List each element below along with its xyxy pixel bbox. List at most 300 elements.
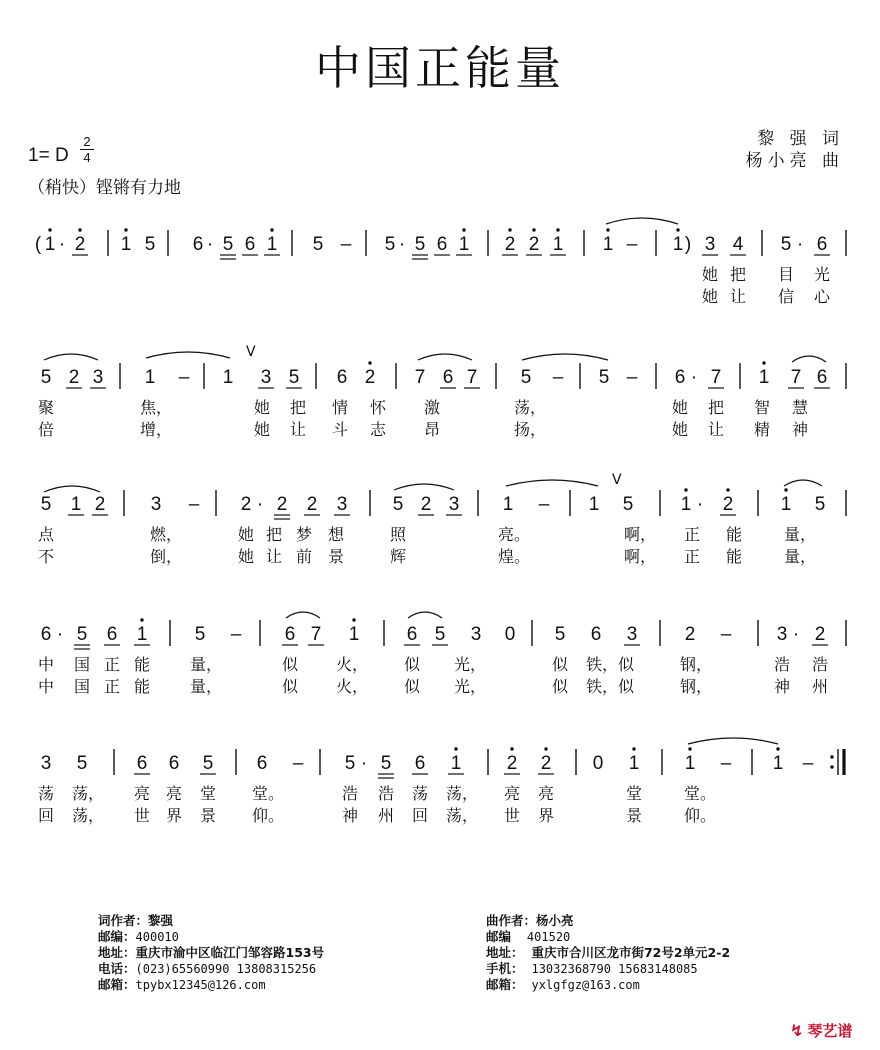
repeat-dot	[830, 755, 833, 758]
octave-dot	[124, 228, 127, 231]
note: 5	[380, 753, 392, 774]
logo-text: 琴艺谱	[807, 1022, 853, 1040]
lyric-syllable: 铁，似	[585, 655, 635, 674]
lyric-syllable: 把	[729, 265, 747, 284]
lyric-syllable: 似	[403, 655, 421, 674]
tempo-marking: （稍快）铿锵有力地	[28, 178, 181, 198]
lyric-syllable: 她	[253, 398, 271, 417]
lyric-syllable: 似	[281, 677, 299, 696]
lyric-syllable: 亮	[537, 784, 555, 803]
octave-dot	[510, 747, 513, 750]
note: –	[340, 234, 352, 255]
note: 1	[266, 234, 278, 255]
composer-postcode: 401520	[526, 930, 571, 944]
lyric-syllable: 亮	[133, 784, 151, 803]
note: )	[684, 234, 692, 255]
composer-contact	[486, 913, 730, 993]
lyric-syllable: 能	[725, 547, 743, 566]
note: 3	[40, 753, 52, 774]
note: –	[188, 494, 200, 515]
note: 3	[448, 494, 460, 515]
note: ·	[792, 624, 800, 645]
breath-mark: V	[246, 344, 256, 360]
octave-dot	[544, 747, 547, 750]
lyric-syllable: 堂。	[251, 784, 285, 803]
note: 3	[336, 494, 348, 515]
note: ·	[206, 234, 214, 255]
lyricist-postcode: 400010	[135, 930, 179, 944]
lyricist-phone: (023)65560990 13808315256	[135, 962, 317, 976]
note: ·	[696, 494, 704, 515]
repeat-dot	[830, 765, 833, 768]
octave-dot	[270, 228, 273, 231]
octave-dot	[352, 618, 355, 621]
octave-dot	[48, 228, 51, 231]
lyric-syllable: 她	[701, 287, 719, 306]
lyricist-name: 词作者：黎强	[98, 913, 174, 928]
octave-dot	[606, 228, 609, 231]
lyric-syllable: 州	[377, 806, 395, 825]
note: 5	[622, 494, 634, 515]
octave-dot	[532, 228, 535, 231]
lyric-syllable: 荡	[411, 784, 429, 803]
lyric-syllable: 慧	[791, 398, 809, 417]
lyric-syllable: 激	[423, 398, 441, 417]
note: 7	[466, 367, 478, 388]
lyric-syllable: 啊，	[623, 547, 657, 566]
postcode-label: 邮编：	[98, 929, 136, 944]
lyric-syllable: 正	[683, 525, 701, 544]
note: 2	[506, 753, 518, 774]
lyric-syllable: 倒，	[149, 547, 183, 566]
lyric-syllable: 中	[37, 655, 55, 674]
lyric-syllable: 她	[671, 420, 689, 439]
song-title: 中国正能量	[315, 41, 565, 95]
note: 6	[256, 753, 268, 774]
note: 5	[288, 367, 300, 388]
lyric-syllable: 似	[403, 677, 421, 696]
lyricist-contact	[98, 913, 324, 993]
time-signature-bottom: 4	[83, 150, 91, 165]
note: 5	[814, 494, 826, 515]
note: 2	[68, 367, 80, 388]
note: 2	[420, 494, 432, 515]
note: ·	[256, 494, 264, 515]
lyric-syllable: 量，	[783, 547, 817, 566]
lyric-syllable: 景	[625, 806, 643, 825]
note: –	[230, 624, 242, 645]
note: 6	[192, 234, 204, 255]
lyric-syllable: 国	[73, 677, 91, 696]
note: 5	[312, 234, 324, 255]
note: 3	[150, 494, 162, 515]
note: –	[552, 367, 564, 388]
note: 5	[40, 367, 52, 388]
lyric-syllable: 荡，	[71, 806, 105, 825]
slur	[688, 738, 778, 744]
lyric-syllable: 让	[707, 420, 725, 439]
lyric-syllable: 神	[341, 806, 359, 825]
note: 1	[458, 234, 470, 255]
lyric-syllable: 志	[369, 420, 387, 439]
lyric-syllable: 让	[729, 287, 747, 306]
note: 1	[588, 494, 600, 515]
note: 5	[598, 367, 610, 388]
lyric-syllable: 景	[327, 547, 345, 566]
note: 1	[136, 624, 148, 645]
note: 0	[592, 753, 604, 774]
lyric-syllable: 把	[265, 525, 283, 544]
note: 1	[552, 234, 564, 255]
note: 1	[70, 494, 82, 515]
note: 2	[276, 494, 288, 515]
note: ·	[398, 234, 406, 255]
lyric-syllable: 亮。	[497, 525, 531, 544]
note: ·	[690, 367, 698, 388]
composer-name: 曲作者：杨小亮	[486, 913, 574, 928]
octave-dot	[726, 488, 729, 491]
lyric-syllable: 堂	[625, 784, 643, 803]
note: –	[626, 367, 638, 388]
breath-mark: V	[612, 472, 622, 488]
note: 5	[202, 753, 214, 774]
note: ·	[56, 624, 64, 645]
note: 5	[344, 753, 356, 774]
composer-email: yxlgfgz@163.com	[531, 978, 640, 992]
lyric-syllable: 亮	[503, 784, 521, 803]
composer-mobile: 13032368790 15683148085	[531, 962, 698, 976]
lyrics-layer	[38, 265, 831, 825]
lyric-syllable: 钢，	[679, 655, 713, 674]
note: (	[34, 234, 42, 255]
lyric-syllable: 啊，	[623, 525, 657, 544]
note: 1	[772, 753, 784, 774]
note: 6	[674, 367, 686, 388]
lyric-syllable: 光，	[453, 655, 487, 674]
note: 6	[816, 367, 828, 388]
lyric-syllable: 仰。	[683, 806, 717, 825]
lyric-syllable: 荡	[37, 784, 55, 803]
lyric-syllable: 钢，	[679, 677, 713, 696]
lyric-syllable: 界	[537, 806, 555, 825]
note: 1	[680, 494, 692, 515]
lyric-syllable: 量，	[783, 525, 817, 544]
slur	[792, 356, 826, 362]
lyric-syllable: 她	[701, 265, 719, 284]
lyric-syllable: 中	[37, 677, 55, 696]
note: 7	[414, 367, 426, 388]
note: 5	[414, 234, 426, 255]
lyric-syllable: 怀	[369, 398, 387, 417]
note: –	[538, 494, 550, 515]
octave-dot	[556, 228, 559, 231]
slur	[286, 612, 320, 618]
lyric-syllable: 情	[331, 398, 349, 417]
lyric-syllable: 她	[671, 398, 689, 417]
composer-credit: 杨小亮 曲	[745, 151, 844, 171]
lyric-syllable: 智	[753, 398, 771, 417]
lyric-syllable: 她	[237, 547, 255, 566]
note: 1	[120, 234, 132, 255]
lyric-syllable: 荡，	[71, 784, 105, 803]
slur	[44, 486, 100, 492]
note: 5	[76, 753, 88, 774]
lyric-syllable: 精	[753, 420, 771, 439]
octave-dot	[762, 361, 765, 364]
note: 1	[502, 494, 514, 515]
email-label: 邮箱：	[98, 977, 136, 992]
lyric-syllable: 荡，	[445, 784, 479, 803]
lyric-syllable: 浩	[811, 655, 829, 674]
note: 1	[780, 494, 792, 515]
note: 5	[144, 234, 156, 255]
lyric-syllable: 浩	[341, 784, 359, 803]
lyric-syllable: 让	[265, 547, 283, 566]
note: 2	[504, 234, 516, 255]
lyric-syllable: 让	[289, 420, 307, 439]
lyric-syllable: 荡，	[513, 398, 547, 417]
lyric-syllable: 想	[327, 525, 345, 544]
note: –	[626, 234, 638, 255]
phone-label: 电话：	[98, 961, 136, 976]
mobile-label: 手机：	[486, 961, 524, 976]
octave-dot	[454, 747, 457, 750]
note: 2	[684, 624, 696, 645]
note: 5	[520, 367, 532, 388]
octave-dot	[676, 228, 679, 231]
octave-dot	[684, 488, 687, 491]
note: 1	[44, 234, 56, 255]
lyric-syllable: 扬，	[513, 420, 547, 439]
lyric-syllable: 煌。	[497, 547, 531, 566]
note: 1	[348, 624, 360, 645]
postcode-label: 邮编	[486, 929, 512, 944]
contact-footer	[0, 913, 880, 1013]
note: 1	[684, 753, 696, 774]
note: 6	[336, 367, 348, 388]
note: 5	[194, 624, 206, 645]
octave-dot	[462, 228, 465, 231]
lyric-syllable: 亮	[165, 784, 183, 803]
lyric-syllable: 能	[725, 525, 743, 544]
note: 3	[260, 367, 272, 388]
note: 2	[240, 494, 252, 515]
lyric-syllable: 浩	[377, 784, 395, 803]
lyric-syllable: 光，	[453, 677, 487, 696]
slur	[522, 354, 608, 360]
lyric-syllable: 似	[551, 655, 569, 674]
lyric-syllable: 世	[503, 806, 521, 825]
email-label: 邮箱：	[486, 977, 524, 992]
note: 3	[92, 367, 104, 388]
lyric-syllable: 辉	[389, 547, 407, 566]
note: 5	[780, 234, 792, 255]
note: 6	[442, 367, 454, 388]
note: 1	[628, 753, 640, 774]
note: 6	[414, 753, 426, 774]
octave-dot	[688, 747, 691, 750]
note: –	[292, 753, 304, 774]
composer-address: 重庆市合川区龙市街72号2单元2-2	[531, 945, 731, 960]
note: 1	[758, 367, 770, 388]
note: 5	[384, 234, 396, 255]
lyric-syllable: 倍	[37, 420, 55, 439]
lyric-syllable: 照	[389, 525, 407, 544]
lyric-syllable: 心	[813, 287, 831, 306]
key-signature: 1= D	[28, 145, 69, 166]
lyricist-credit: 黎 强 词	[757, 129, 844, 149]
lyric-syllable: 点	[37, 525, 55, 544]
time-signature-top: 2	[80, 134, 94, 150]
notes-layer	[35, 228, 834, 778]
note: 2	[722, 494, 734, 515]
note: 5	[392, 494, 404, 515]
octave-dot	[776, 747, 779, 750]
lyric-syllable: 燃，	[149, 525, 183, 544]
note: 6	[590, 624, 602, 645]
lyric-syllable: 铁，似	[585, 677, 635, 696]
note: 6	[136, 753, 148, 774]
slur	[44, 354, 98, 360]
lyric-syllable: 世	[133, 806, 151, 825]
lyric-syllable: 目	[777, 265, 795, 284]
note: 6	[168, 753, 180, 774]
lyric-syllable: 增，	[139, 420, 173, 439]
slur	[408, 612, 442, 618]
lyric-syllable: 火，	[335, 677, 369, 696]
note: 2	[94, 494, 106, 515]
lyric-syllable: 她	[237, 525, 255, 544]
note: 2	[306, 494, 318, 515]
note: 3	[470, 624, 482, 645]
note: –	[802, 753, 814, 774]
note: 6	[40, 624, 52, 645]
note: 5	[434, 624, 446, 645]
octave-dot	[368, 361, 371, 364]
note: 0	[504, 624, 516, 645]
lyric-syllable: 神	[773, 677, 791, 696]
note: –	[720, 753, 732, 774]
note: –	[720, 624, 732, 645]
note: 1	[144, 367, 156, 388]
site-logo[interactable]	[790, 1020, 852, 1041]
octave-dot	[140, 618, 143, 621]
note: 5	[554, 624, 566, 645]
logo-icon: ↯	[790, 1021, 804, 1040]
note: ·	[796, 234, 804, 255]
lyric-syllable: 神	[791, 420, 809, 439]
lyric-syllable: 把	[289, 398, 307, 417]
lyric-syllable: 斗	[331, 420, 349, 439]
note: –	[178, 367, 190, 388]
lyric-syllable: 堂。	[683, 784, 717, 803]
lyric-syllable: 仰。	[251, 806, 285, 825]
lyric-syllable: 能	[133, 655, 151, 674]
lyric-syllable: 回	[411, 806, 429, 825]
note: 3	[704, 234, 716, 255]
note: 2	[540, 753, 552, 774]
slur	[784, 480, 822, 486]
note: 6	[244, 234, 256, 255]
octave-dot	[784, 488, 787, 491]
address-label: 地址：	[98, 945, 136, 960]
address-label: 地址：	[486, 945, 524, 960]
slur	[394, 484, 454, 490]
lyricist-address: 重庆市渝中区临江门邹容路153号	[135, 945, 325, 960]
octave-dot	[632, 747, 635, 750]
note: 4	[732, 234, 744, 255]
note: ·	[58, 234, 66, 255]
slur	[606, 218, 678, 224]
lyric-syllable: 不	[37, 547, 55, 566]
lyricist-email: tpybx12345@126.com	[135, 978, 266, 992]
lyric-syllable: 前	[295, 547, 313, 566]
note: 5	[40, 494, 52, 515]
note: ·	[360, 753, 368, 774]
lyric-syllable: 正	[103, 655, 121, 674]
note: 7	[710, 367, 722, 388]
lyric-syllable: 正	[103, 677, 121, 696]
note: 6	[106, 624, 118, 645]
slur	[506, 480, 598, 486]
lyric-syllable: 量，	[189, 655, 223, 674]
lyric-syllable: 似	[551, 677, 569, 696]
lyric-syllable: 聚	[37, 398, 55, 417]
lyric-syllable: 景	[199, 806, 217, 825]
lyric-syllable: 堂	[199, 784, 217, 803]
lyric-syllable: 回	[37, 806, 55, 825]
note: 5	[76, 624, 88, 645]
lyric-syllable: 量，	[189, 677, 223, 696]
lyric-syllable: 能	[133, 677, 151, 696]
note: 6	[284, 624, 296, 645]
note: 1	[602, 234, 614, 255]
lyric-syllable: 界	[165, 806, 183, 825]
lyric-syllable: 火，	[335, 655, 369, 674]
note: 2	[364, 367, 376, 388]
note: 3	[776, 624, 788, 645]
octave-dot	[78, 228, 81, 231]
lyric-syllable: 光	[813, 265, 831, 284]
lyric-syllable: 她	[253, 420, 271, 439]
lyric-syllable: 梦	[295, 525, 313, 544]
lyric-syllable: 浩	[773, 655, 791, 674]
lyric-syllable: 州	[811, 677, 829, 696]
octave-dot	[508, 228, 511, 231]
lyric-syllable: 把	[707, 398, 725, 417]
note: 6	[406, 624, 418, 645]
note: 6	[816, 234, 828, 255]
note: 1	[450, 753, 462, 774]
note: 1	[672, 234, 684, 255]
lyric-syllable: 似	[281, 655, 299, 674]
note: 2	[528, 234, 540, 255]
lyric-syllable: 荡，	[445, 806, 479, 825]
lyric-syllable: 焦，	[139, 398, 173, 417]
note: 3	[626, 624, 638, 645]
lyric-syllable: 昂	[423, 420, 441, 439]
note: 5	[222, 234, 234, 255]
note: 7	[790, 367, 802, 388]
slur	[146, 352, 230, 358]
note: 1	[222, 367, 234, 388]
slur	[418, 354, 472, 360]
lyric-syllable: 正	[683, 547, 701, 566]
lyric-syllable: 国	[73, 655, 91, 674]
note: 2	[814, 624, 826, 645]
note: 2	[74, 234, 86, 255]
lyric-syllable: 信	[777, 287, 795, 306]
